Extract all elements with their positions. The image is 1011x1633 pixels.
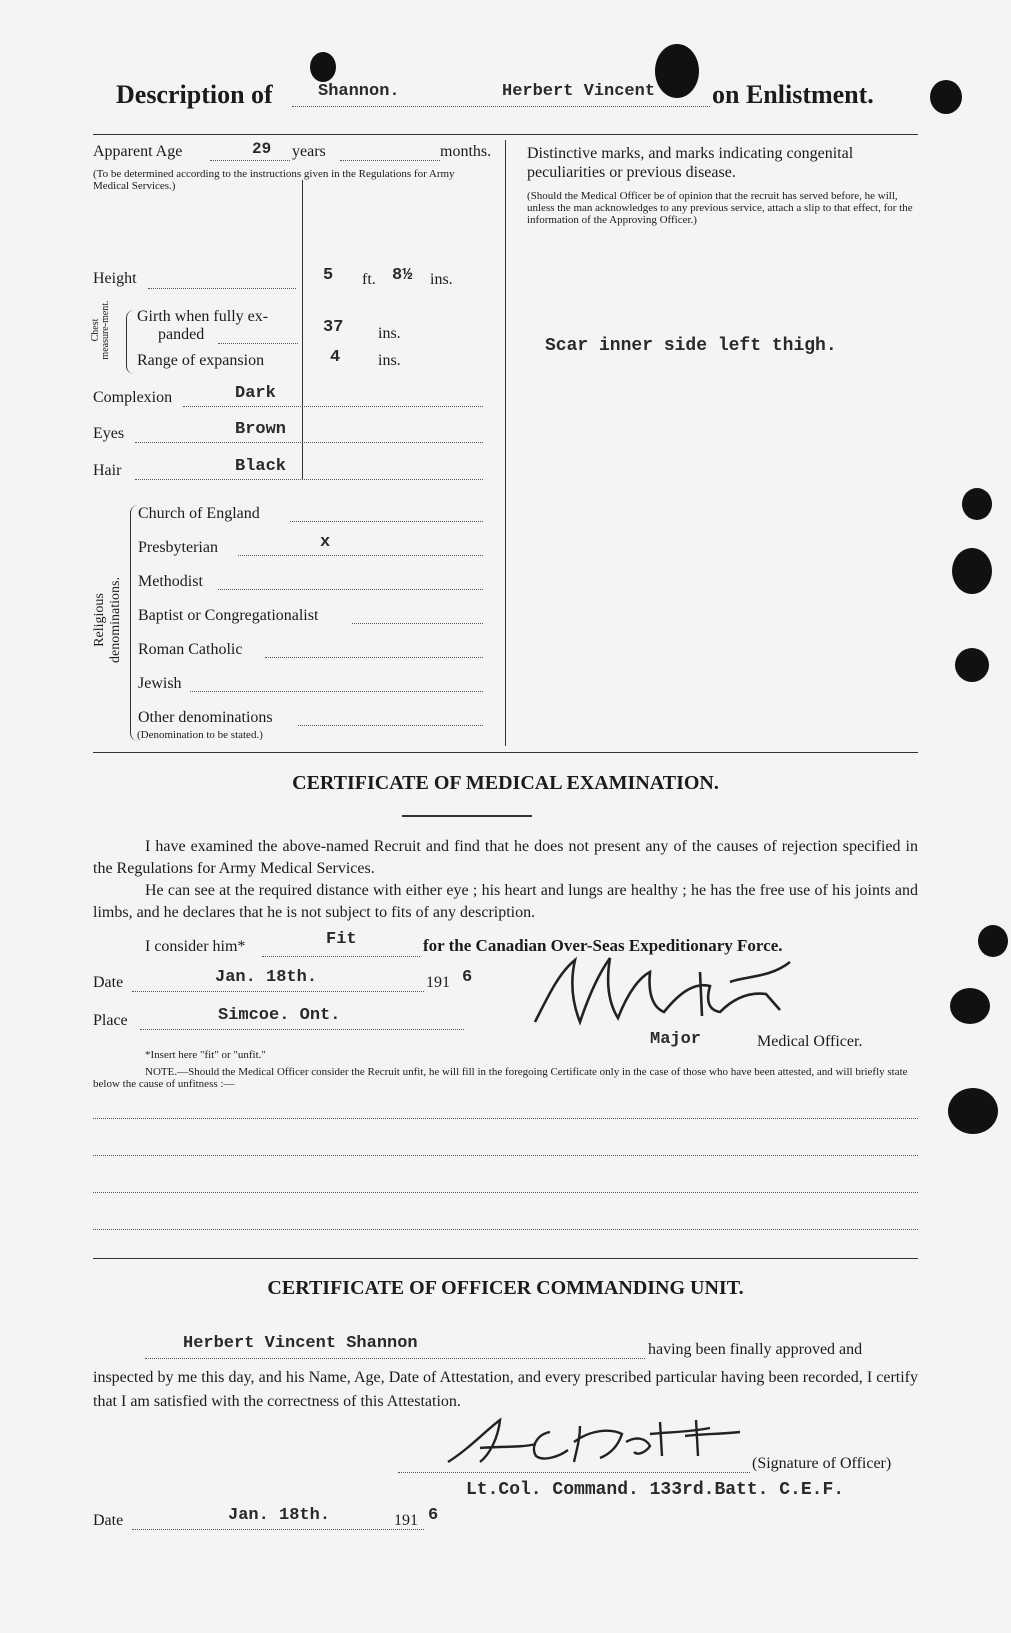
medical-year-digit: 6 [462, 968, 473, 987]
medical-date-line [132, 991, 424, 992]
years-label: years [292, 143, 326, 160]
hair-label: Hair [93, 462, 122, 479]
medical-year-prefix: 191 [426, 974, 450, 991]
ink-blot [655, 44, 699, 98]
religion-item-0: Church of England [138, 505, 260, 522]
medical-title: CERTIFICATE OF MEDICAL EXAMINATION. [292, 772, 719, 794]
age-value: 29 [252, 140, 272, 158]
punch-hole [948, 1088, 998, 1134]
religion-line-0 [290, 521, 483, 522]
age-line [210, 160, 290, 161]
surname-value: Shannon. [318, 82, 400, 101]
medical-title-rule [402, 815, 532, 817]
punch-hole [930, 80, 962, 114]
height-line [148, 288, 296, 289]
header-name-line [292, 106, 710, 107]
denomination-note: (Denomination to be stated.) [137, 729, 263, 741]
punch-hole [952, 548, 992, 594]
column-divider [505, 140, 506, 746]
section-rule-1 [93, 752, 918, 753]
unfitness-line-2 [93, 1155, 918, 1156]
commanding-date-line [132, 1529, 424, 1530]
girth-label-1: Girth when fully ex- [137, 308, 269, 325]
eyes-line [135, 442, 483, 443]
commanding-officer-signature [440, 1412, 750, 1472]
chest-label: Chest measure-ment. [90, 300, 111, 360]
punch-hole [962, 488, 992, 520]
complexion-line [183, 406, 483, 407]
recruit-name-value: Herbert Vincent Shannon [183, 1334, 418, 1353]
unfitness-line-1 [93, 1118, 918, 1119]
medical-date-value: Jan. 18th. [215, 968, 318, 987]
height-in-value: 8½ [392, 266, 413, 285]
months-label: months. [440, 143, 492, 160]
commanding-date-label: Date [93, 1512, 124, 1529]
medical-officer-label: Medical Officer. [757, 1033, 863, 1050]
age-note: (To be determined according to the instructions given in the Regulations for Army Medical Services.) [93, 168, 455, 192]
medical-date-label: Date [93, 974, 124, 991]
place-label: Place [93, 1012, 128, 1029]
place-line [140, 1029, 464, 1030]
girth-value: 37 [323, 318, 344, 337]
range-ins-label: ins. [378, 352, 401, 369]
hair-value: Black [235, 457, 287, 476]
religion-item-6: Other denominations [138, 709, 273, 726]
header-rule [93, 134, 918, 135]
girth-line [218, 343, 298, 344]
given-names-value: Herbert Vincent [502, 82, 656, 101]
complexion-label: Complexion [93, 389, 173, 406]
complexion-value: Dark [235, 384, 276, 403]
range-label: Range of expansion [137, 352, 265, 369]
punch-hole [950, 988, 990, 1024]
fit-value: Fit [326, 930, 357, 949]
height-label: Height [93, 270, 137, 287]
commanding-para: inspected by me this day, and his Name, Age, Date of Attestation, and every prescribed particular having been recorded, I certify that I am satisfied with the correctness of this Attestation. [93, 1369, 918, 1410]
header-suffix: on Enlistment. [712, 80, 874, 109]
commanding-title: CERTIFICATE OF OFFICER COMMANDING UNIT. [267, 1277, 744, 1299]
commanding-year-prefix: 191 [394, 1512, 418, 1529]
religion-line-4 [265, 657, 483, 658]
section-rule-2 [93, 1258, 918, 1259]
marks-value: Scar inner side left thigh. [545, 336, 837, 356]
ft-label: ft. [362, 271, 376, 288]
punch-hole [955, 648, 989, 682]
religion-mark: x [320, 533, 331, 552]
religion-item-2: Methodist [138, 573, 203, 590]
chest-brace [126, 310, 135, 374]
punch-hole [978, 925, 1008, 957]
force-label: for the Canadian Over-Seas Expeditionary Force. [423, 936, 783, 955]
insert-note: *Insert here "fit" or "unfit." [145, 1049, 266, 1061]
commanding-date-value: Jan. 18th. [228, 1506, 331, 1525]
place-value: Simcoe. Ont. [218, 1006, 341, 1025]
religion-label: Religious denominations. [92, 577, 123, 663]
religion-line-1 [238, 555, 483, 556]
commanding-officer-value: Lt.Col. Command. 133rd.Batt. C.E.F. [466, 1480, 845, 1500]
ins-label: ins. [430, 271, 453, 288]
girth-label-2: panded [158, 326, 205, 343]
religion-item-4: Roman Catholic [138, 641, 243, 658]
commanding-year-digit: 6 [428, 1506, 439, 1525]
approved-label: having been finally approved and [648, 1341, 863, 1358]
eyes-value: Brown [235, 420, 287, 439]
fit-line [262, 956, 420, 957]
religion-line-2 [218, 589, 483, 590]
religion-line-6 [298, 725, 483, 726]
medical-officer-signature [530, 952, 830, 1032]
header-prefix: Description of [116, 80, 273, 109]
medical-note: NOTE.—Should the Medical Officer consider the Recruit unfit, he will fill in the foregoing Certificate only in the case of those who have been attested, and will briefly state below the cause of unfitness :— [93, 1066, 908, 1090]
measurements-divider [302, 180, 303, 480]
apparent-age-label: Apparent Age [93, 143, 183, 160]
girth-ins-label: ins. [378, 325, 401, 342]
consider-label: I consider him* [145, 938, 246, 955]
medical-rank-value: Major [650, 1030, 702, 1049]
religion-item-3: Baptist or Congregationalist [138, 607, 319, 624]
medical-para-2: He can see at the required distance with either eye ; his heart and lungs are healthy ; he has the free use of his joints and limbs, and he declares that he is not subject to fits of any description. [93, 882, 918, 921]
ink-blot [310, 52, 336, 82]
religion-line-3 [352, 623, 483, 624]
signature-label: (Signature of Officer) [752, 1455, 892, 1472]
religion-item-1: Presbyterian [138, 539, 218, 556]
unfitness-line-3 [93, 1192, 918, 1193]
religion-line-5 [190, 691, 483, 692]
marks-note: (Should the Medical Officer be of opinion that the recruit has served before, he will, unless the man acknowledges to any previous service, attach a slip to that effect, for the information of the Approving Officer.) [527, 190, 913, 226]
hair-line [135, 479, 483, 480]
header-title [116, 80, 273, 110]
months-line [340, 160, 440, 161]
recruit-name-line [145, 1358, 645, 1359]
height-ft-value: 5 [323, 266, 334, 285]
range-value: 4 [330, 348, 341, 367]
unfitness-line-4 [93, 1229, 918, 1230]
marks-heading: Distinctive marks, and marks indicating congenital peculiarities or previous disease. [527, 145, 854, 181]
religion-item-5: Jewish [138, 675, 182, 692]
medical-para-1: I have examined the above-named Recruit and find that he does not present any of the causes of rejection specified in the Regulations for Army Medical Services. [93, 838, 918, 877]
signature-line [398, 1472, 750, 1473]
eyes-label: Eyes [93, 425, 125, 442]
